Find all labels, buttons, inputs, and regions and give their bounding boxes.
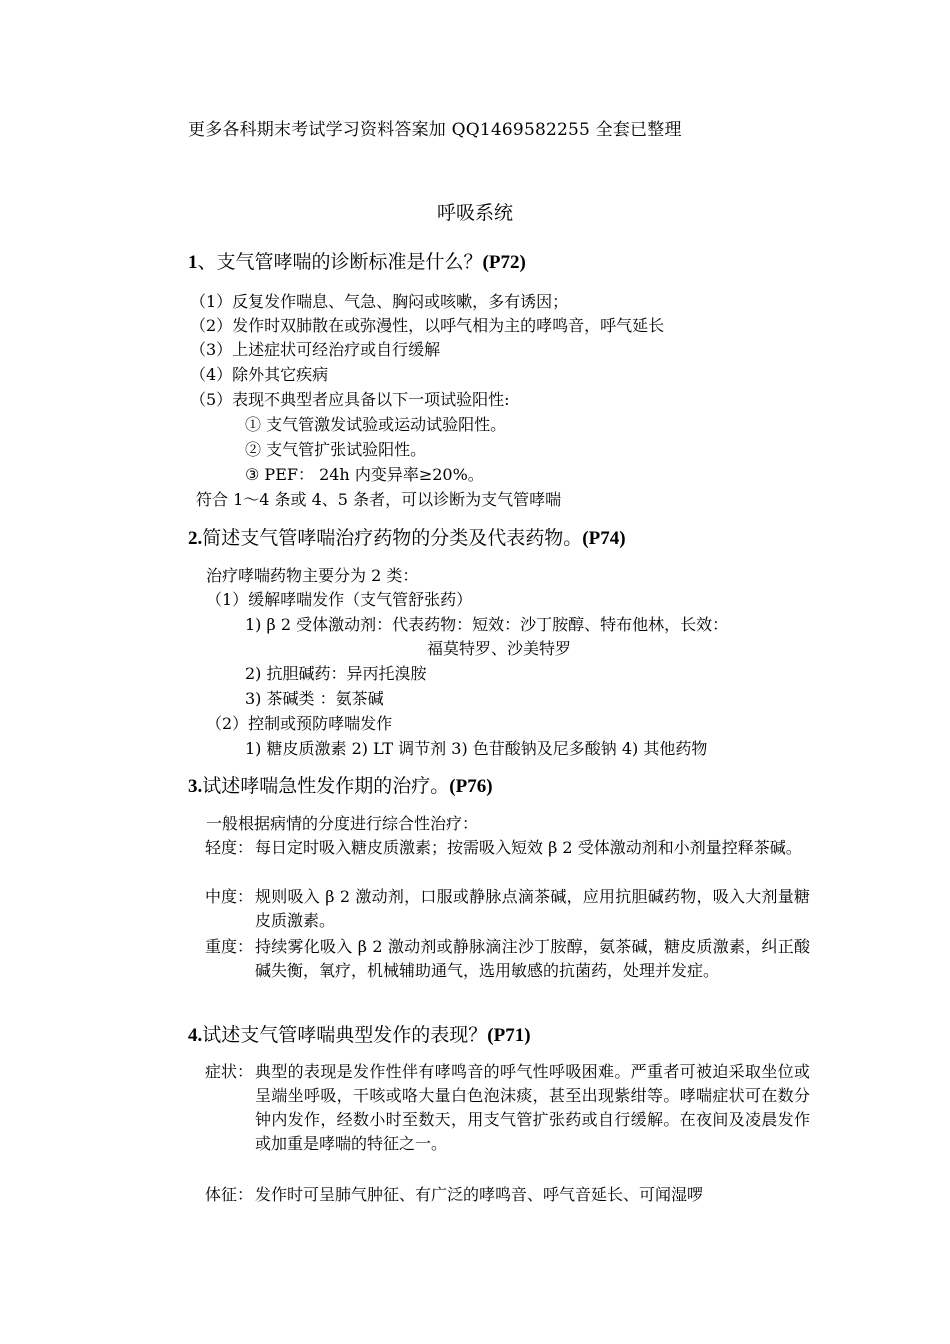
q1-subitem-2: ② 支气管扩张试验阳性。 — [245, 440, 427, 459]
q3-page-ref: (P76) — [449, 776, 493, 797]
q2-cat1-item-3: 3) 茶碱类 ：氨茶碱 — [245, 689, 384, 708]
q4-symptom-text: 典型的表现是发作性伴有哮鸣音的呼气性呼吸困难。严重者可被迫采取坐位或呈端坐呼吸，干咳或咯大量白色泡沫痰，甚至出现紫绀等。哮喘症状可在数分钟内发作，经数小时至数天，用支气管扩张药或自行缓解。在夜间及凌晨发作或加重是哮喘的特征之一。 — [255, 1062, 810, 1153]
q1-item-1: （1）反复发作喘息、气急、胸闷或咳嗽，多有诱因； — [190, 292, 569, 311]
q1-item-5: （5）表现不典型者应具备以下一项试验阳性: — [190, 390, 510, 409]
q3-moderate-text: 规则吸入 β 2 激动剂，口服或静脉点滴茶碱，应用抗胆碱药物，吸入大剂量糖皮质激素。 — [255, 887, 810, 930]
q2-cat1-item-1: 1) β 2 受体激动剂：代表药物：短效：沙丁胺醇、特布他林，长效： — [245, 615, 729, 634]
q2-cat1-item-1-cont: 福莫特罗、沙美特罗 — [427, 639, 572, 658]
q2-heading — [188, 523, 626, 550]
q2-question: 简述支气管哮喘治疗药物的分类及代表药物。 — [202, 527, 583, 549]
q3-mild-label: 轻度： — [205, 838, 254, 857]
q2-number: 2. — [188, 528, 203, 549]
q4-sign-label: 体征： — [205, 1185, 254, 1204]
q4-page-ref: (P71) — [487, 1025, 531, 1046]
q4-heading — [188, 1020, 531, 1047]
q4-number: 4. — [188, 1025, 203, 1046]
q1-number: 1 — [188, 252, 198, 273]
q4-sign-text: 发作时可呈肺气肿征、有广泛的哮鸣音、呼气音延长、可闻湿啰 — [255, 1185, 704, 1204]
q1-page-ref: (P72) — [482, 252, 526, 273]
q2-category-2: （2）控制或预防哮喘发作 — [206, 714, 393, 733]
q3-intro: 一般根据病情的分度进行综合性治疗： — [206, 814, 479, 833]
page-title: 呼吸系统 — [436, 202, 513, 224]
q3-mild-text: 每日定时吸入糖皮质激素；按需吸入短效 β 2 受体激动剂和小剂量控释茶碱。 — [255, 838, 802, 857]
q2-page-ref: (P74) — [582, 528, 626, 549]
q4-question: 试述支气管哮喘典型发作的表现？ — [202, 1024, 488, 1046]
q3-question: 试述哮喘急性发作期的治疗。 — [202, 775, 450, 797]
q3-heading — [188, 771, 493, 798]
q3-severe-text: 持续雾化吸入 β 2 激动剂或静脉滴注沙丁胺醇，氨茶碱，糖皮质激素，纠正酸碱失衡，氧疗，机械辅助通气，选用敏感的抗菌药，处理并发症。 — [255, 937, 810, 980]
q3-severe-label: 重度： — [205, 937, 254, 956]
q1-item-3: （3）上述症状可经治疗或自行缓解 — [190, 340, 441, 359]
q1-subitem-3: ③ PEF： 24h 内变异率≥20%。 — [245, 465, 484, 484]
q1-item-2: （2）发作时双肺散在或弥漫性，以呼气相为主的哮鸣音，呼气延长 — [190, 316, 665, 335]
q1-subitem-1: ① 支气管激发试验或运动试验阳性。 — [245, 415, 507, 434]
q3-moderate-label: 中度： — [205, 887, 254, 906]
q2-intro: 治疗哮喘药物主要分为 2 类： — [206, 566, 419, 585]
q1-conclusion: 符合 1～4 条或 4、5 条者，可以诊断为支气管哮喘 — [196, 490, 562, 509]
q3-number: 3. — [188, 776, 203, 797]
q2-cat2-line: 1) 糖皮质激素 2) LT 调节剂 3) 色苷酸钠及尼多酸钠 4) 其他药物 — [245, 739, 708, 758]
page-header-note: 更多各科期末考试学习资料答案加 QQ1469582255 全套已整理 — [188, 120, 682, 140]
q4-symptom-label: 症状： — [205, 1062, 254, 1081]
q2-cat1-item-2: 2) 抗胆碱药：异丙托溴胺 — [245, 664, 427, 683]
q1-item-4: （4）除外其它疾病 — [190, 365, 329, 384]
q1-question: 、支气管哮喘的诊断标准是什么？ — [197, 251, 483, 273]
q2-category-1: （1）缓解哮喘发作（支气管舒张药） — [206, 590, 473, 609]
q1-heading — [188, 247, 526, 274]
